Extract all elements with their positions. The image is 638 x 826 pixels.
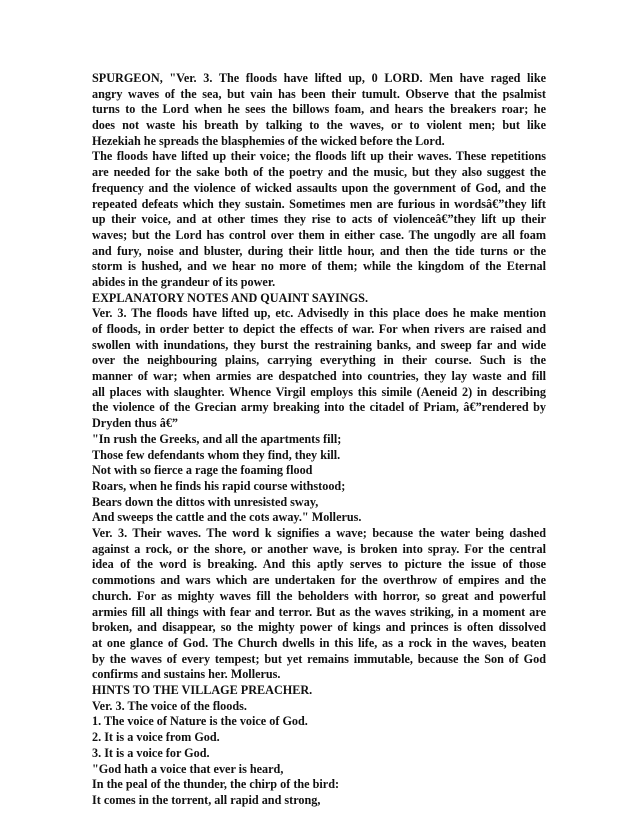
text-line: waves; but the Lord has control over them in either case. The ungodly are all foam (92, 227, 546, 242)
text-line: Not with so fierce a rage the foaming flood (92, 463, 313, 478)
text-line: Ver. 3. The voice of the floods. (92, 698, 247, 713)
text-line: church. For as mighty waves fill the beholders with horror, so great and powerful (92, 588, 546, 603)
text-line: Those few defendants whom they find, they kill. (92, 447, 341, 462)
text-line: and fury, noise and bluster, during their little hour, and then the tide turns or the (92, 243, 546, 258)
text-line: angry waves of the sea, but vain has been their tumult. Observe that the psalmist (92, 86, 546, 101)
text-line: the violence of the Grecian army breaking into the citadel of Priam, â€”rendered by (92, 400, 546, 415)
text-line: idea of the word is breaking. And this aptly serves to picture the issue of those (92, 557, 546, 572)
text-line: "God hath a voice that ever is heard, (92, 761, 284, 776)
text-line: The floods have lifted up their voice; the floods lift up their waves. These repetitions (92, 149, 546, 164)
text-line: HINTS TO THE VILLAGE PREACHER. (92, 682, 313, 697)
text-line: over the neighbouring plains, carrying everything in their course. Such is the (92, 353, 546, 368)
document-text (92, 71, 546, 809)
text-line: It comes in the torrent, all rapid and strong, (92, 792, 321, 807)
text-line: Ver. 3. The floods have lifted up, etc. Advisedly in this place does he make mention (92, 306, 546, 321)
text-line: all places with slaughter. Whence Virgil employs this simile (Aeneid 2) in describing (92, 384, 546, 399)
text-line: at one glance of God. The Church dwells in this life, as a rock in the waves, beaten (92, 635, 546, 650)
text-line: swollen with inundations, they burst the restraining banks, and sweep far and wide (92, 337, 546, 352)
text-line: And sweeps the cattle and the cots away." Mollerus. (92, 510, 362, 525)
text-line: In the peal of the thunder, the chirp of the bird: (92, 777, 340, 792)
text-line: armies fill all things with fear and terror. But as the waves striking, in a moment are (92, 604, 546, 619)
text-line: up their voice, and at other times they rise to acts of violenceâ€”they lift up their (92, 212, 546, 227)
text-line: does not waste his breath by talking to the waves, or to violent men; but like (92, 118, 546, 133)
text-line: broken, and disappear, so the mighty power of kings and princes is often dissolved (92, 620, 546, 635)
text-line: commotions and wars which are undertaken for the overthrow of empires and the (92, 573, 546, 588)
text-line: Bears down the dittos with unresisted sway, (92, 494, 319, 509)
text-line: Dryden thus â€” (92, 416, 179, 431)
text-line: confirms and sustains her. Mollerus. (92, 667, 281, 682)
text-line: repeated defeats which they sustain. Sometimes men are furious in wordsâ€”they lift (92, 196, 546, 211)
text-line: "In rush the Greeks, and all the apartments fill; (92, 431, 342, 446)
text-line: 1. The voice of Nature is the voice of God. (92, 714, 308, 729)
text-line: of floods, in order better to depict the effects of war. For when rivers are raised and (92, 322, 546, 337)
text-line: are needed for the sake both of the poetry and the music, but they also suggest the (92, 165, 546, 180)
text-line: turns to the Lord when he sees the billows foam, and hears the breakers roar; he (92, 102, 546, 117)
text-line: manner of war; when armies are despatched into countries, they lay waste and fill (92, 369, 546, 384)
text-line: 2. It is a voice from God. (92, 730, 220, 745)
text-line: Hezekiah he spreads the blasphemies of the wicked before the Lord. (92, 133, 445, 148)
text-line: by the waves of every tempest; but yet remains immutable, because the Son of God (92, 651, 546, 666)
text-line: abides in the grandeur of its power. (92, 274, 276, 289)
text-line: against a rock, or the shore, or another wave, is broken into spray. For the central (92, 541, 546, 556)
text-line: frequency and the violence of wicked assaults upon the government of God, and the (92, 180, 546, 195)
text-line: Ver. 3. Their waves. The word k signifies a wave; because the water being dashed (92, 526, 546, 541)
text-line: storm is hushed, and we hear no more of them; while the kingdom of the Eternal (92, 259, 546, 274)
text-line: EXPLANATORY NOTES AND QUAINT SAYINGS. (92, 290, 368, 305)
text-line: SPURGEON, "Ver. 3. The floods have lifted up, 0 LORD. Men have raged like (92, 71, 546, 85)
text-line: Roars, when he finds his rapid course withstood; (92, 478, 346, 493)
text-line: 3. It is a voice for God. (92, 745, 210, 760)
